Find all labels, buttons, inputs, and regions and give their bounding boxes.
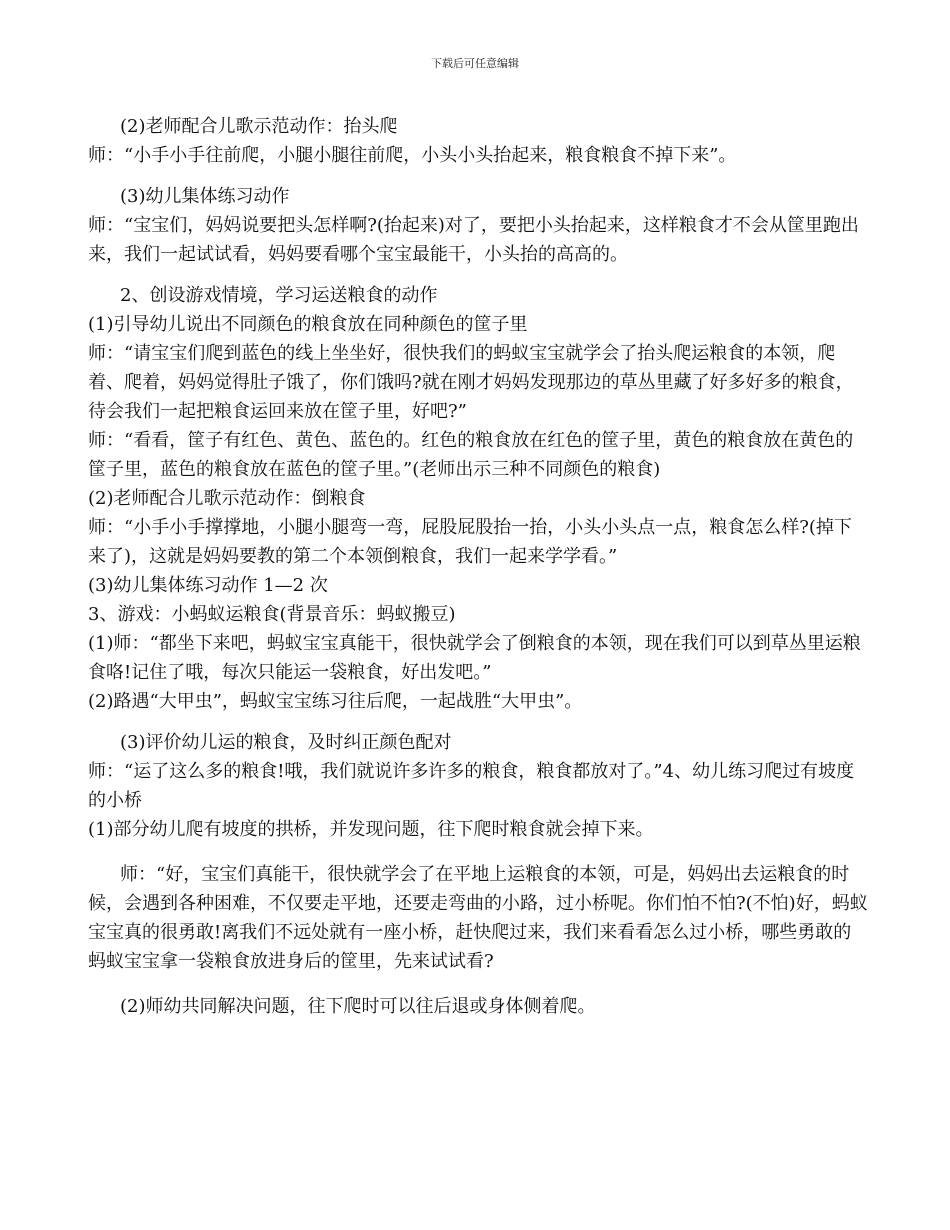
paragraph-bridge-step-2: (2)师幼共同解决问题，往下爬时可以往后退或身体侧着爬。 xyxy=(120,996,596,1017)
paragraph-teacher-rhyme-2: 师：“小手小手撑撑地，小腿小腿弯一弯，屁股屁股抬一抬，小头小头点一点，粮食怎么样?(掉下来了)，这就是妈妈要教的第二个本领倒粮食，我们一起来学学看。” xyxy=(88,517,852,567)
paragraph-practice-heading-2: (3)幼儿集体练习动作 1—2 次 xyxy=(88,575,328,596)
paragraph-teacher-speech-1: 师：“宝宝们，妈妈说要把头怎样啊?(抬起来)对了，要把小头抬起来，这样粮食才不会从筐里跑出来，我们一起试试看，妈妈要看哪个宝宝最能干，小头抬的高高的。 xyxy=(88,215,859,265)
paragraph-practice-heading-1: (3)幼儿集体练习动作 xyxy=(120,186,290,207)
paragraph-section-2-heading: 2、创设游戏情境，学习运送粮食的动作 xyxy=(120,285,438,306)
document-body xyxy=(88,112,868,1021)
paragraph-section-3-heading: 3、游戏：小蚂蚁运粮食(背景音乐：蚂蚁搬豆) xyxy=(88,604,456,625)
paragraph-demo-heading-1: (2)老师配合儿歌示范动作：抬头爬 xyxy=(120,116,398,137)
paragraph-step-1: (1)引导幼儿说出不同颜色的粮食放在同种颜色的筐子里 xyxy=(88,314,528,335)
paragraph-teacher-rhyme-1: 师：“小手小手往前爬，小腿小腿往前爬，小头小头抬起来，粮食粮食不掉下来”。 xyxy=(88,145,737,166)
paragraph-game-step-1: (1)师：“都坐下来吧，蚂蚁宝宝真能干，很快就学会了倒粮食的本领，现在我们可以到草丛里运粮食咯!记住了哦，每次只能运一袋粮食，好出发吧。” xyxy=(88,633,861,683)
paragraph-teacher-speech-2: 师：“请宝宝们爬到蓝色的线上坐坐好，很快我们的蚂蚁宝宝就学会了抬头爬运粮食的本领，爬着、爬着，妈妈觉得肚子饿了，你们饿吗?就在刚才妈妈发现那边的草丛里藏了好多好多的粮食，待会我们一起把粮食运回来放在筐子里，好吧?” xyxy=(88,343,854,422)
paragraph-bridge-step-1: (1)部分幼儿爬有坡度的拱桥，并发现问题，往下爬时粮食就会掉下来。 xyxy=(88,819,654,840)
paragraph-teacher-speech-5: 师：“好，宝宝们真能干，很快就学会了在平地上运粮食的本领，可是，妈妈出去运粮食的时候，会遇到各种困难，不仅要走平地，还要走弯曲的小路，过小桥呢。你们怕不怕?(不怕)好，蚂蚁宝宝真的很勇敢!离我们不远处就有一座小桥，赶快爬过来，我们来看看怎么过小桥，哪些勇敢的蚂蚁宝宝拿一袋粮食放进身后的筐里，先来试试看? xyxy=(88,864,868,972)
page-header: 下载后可任意编辑 xyxy=(431,57,519,70)
paragraph-game-step-2: (2)路遇“大甲虫”，蚂蚁宝宝练习往后爬，一起战胜“大甲虫”。 xyxy=(88,691,583,712)
paragraph-teacher-speech-4: 师：“运了这么多的粮食!哦，我们就说许多许多的粮食，粮食都放对了。”4、幼儿练习爬过有坡度的小桥 xyxy=(88,761,855,811)
paragraph-evaluate-heading: (3)评价幼儿运的粮食，及时纠正颜色配对 xyxy=(120,732,452,753)
paragraph-teacher-speech-3: 师：“看看，筐子有红色、黄色、蓝色的。红色的粮食放在红色的筐子里，黄色的粮食放在黄色的筐子里，蓝色的粮食放在蓝色的筐子里。”(老师出示三种不同颜色的粮食) xyxy=(88,430,854,480)
paragraph-demo-heading-2: (2)老师配合儿歌示范动作：倒粮食 xyxy=(88,488,366,509)
